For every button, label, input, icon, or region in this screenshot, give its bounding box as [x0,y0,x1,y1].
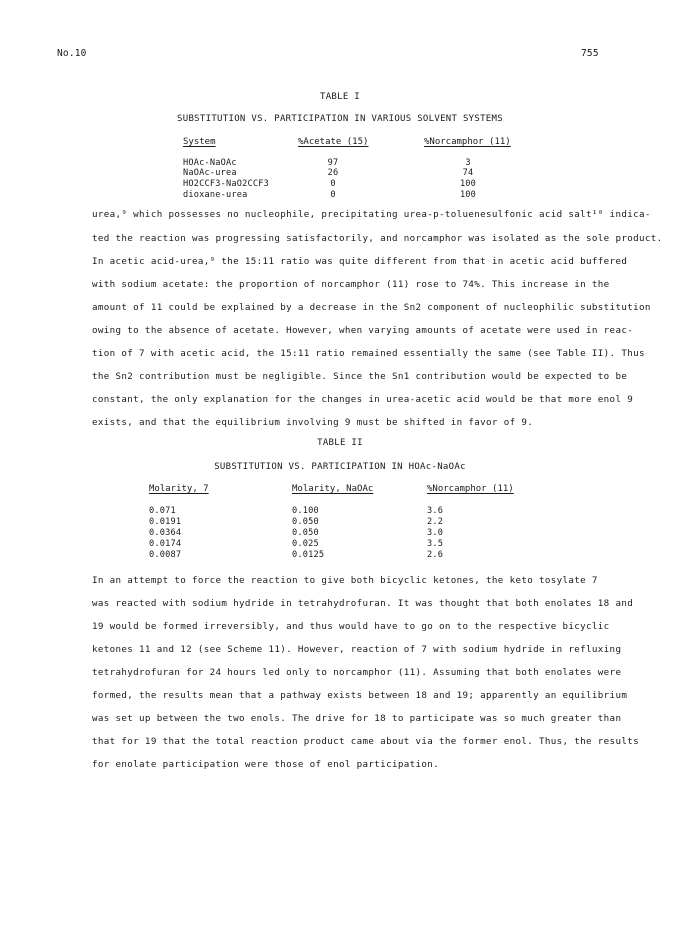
table1-cell-system: dioxane-urea [183,190,248,200]
table2-title: TABLE II [317,438,363,448]
text-line: that for 19 that the total reaction product came about via the former enol. Thus, the results [92,736,639,747]
table1-cell-acetate: 26 [327,168,339,178]
text-line: the Sn2 contribution must be negligible. Since the Sn1 contribution would be expected to be [92,371,628,382]
text-line: with sodium acetate: the proportion of norcamphor (11) rose to 74%. This increase in the [92,279,610,290]
table2-cell-molarity7: 0.0191 [149,517,182,527]
table2-cell-norcamphor: 3.5 [427,539,444,549]
text-line: ketones 11 and 12 (see Scheme 11). However, reaction of 7 with sodium hydride in refluxing [92,644,622,655]
table1-cell-system: HOAc-NaOAc [183,158,237,168]
text-line: In acetic acid-urea,⁹ the 15:11 ratio was quite different from that in acetic acid buffered [92,256,628,267]
table1-cell-norcamphor: 3 [465,158,471,168]
table2-cell-molarity7: 0.0087 [149,550,182,560]
table2-cell-norcamphor: 2.2 [427,517,444,527]
table1-cell-acetate: 0 [330,179,336,189]
journal-issue: No.10 [57,48,87,59]
table2-col-molarity7: Molarity, 7 [149,484,209,494]
text-line: constant, the only explanation for the changes in urea-acetic acid would be that more enol 9 [92,394,634,405]
text-line: formed, the results mean that a pathway exists between 18 and 19; apparently an equilibrium [92,690,628,701]
text-line: amount of 11 could be explained by a decrease in the Sn2 component of nucleophilic substitution [92,302,651,313]
table2-cell-norcamphor: 3.6 [427,506,444,516]
table1-cell-norcamphor: 100 [459,179,477,189]
text-line: was reacted with sodium hydride in tetrahydrofuran. It was thought that both enolates 18 and [92,598,634,609]
table2-cell-norcamphor: 2.6 [427,550,444,560]
table2-cell-molarity7: 0.0364 [149,528,182,538]
table2-cell-naoac: 0.100 [292,506,319,516]
table1-cell-system: HO2CCF3-NaO2CCF3 [183,179,269,189]
table1-col-norcamphor: %Norcamphor (11) [424,137,511,147]
table2-cell-naoac: 0.0125 [292,550,325,560]
table2-subtitle: SUBSTITUTION VS. PARTICIPATION IN HOAc-NaOAc [214,462,466,472]
table1-cell-acetate: 0 [330,190,336,200]
table1-cell-acetate: 97 [327,158,339,168]
table2-cell-naoac: 0.050 [292,528,319,538]
table1-cell-norcamphor: 74 [462,168,474,178]
table1-col-acetate: %Acetate (15) [298,137,369,147]
table1-cell-norcamphor: 100 [459,190,477,200]
text-line: for enolate participation were those of enol participation. [92,759,439,770]
table2-cell-norcamphor: 3.0 [427,528,444,538]
text-line: was set up between the two enols. The drive for 18 to participate was so much greater than [92,713,622,724]
table2-col-norcamphor: %Norcamphor (11) [427,484,514,494]
table2-cell-naoac: 0.025 [292,539,319,549]
table2-cell-molarity7: 0.0174 [149,539,182,549]
table1-cell-system: NaOAc-urea [183,168,237,178]
text-line: tetrahydrofuran for 24 hours led only to norcamphor (11). Assuming that both enolates were [92,667,622,678]
table2-cell-naoac: 0.050 [292,517,319,527]
page-number: 755 [581,48,599,59]
text-line: tion of 7 with acetic acid, the 15:11 ratio remained essentially the same (see Table II). Thus [92,348,645,359]
text-line: ted the reaction was progressing satisfactorily, and norcamphor was isolated as the sole product. [92,233,663,244]
table1-subtitle: SUBSTITUTION VS. PARTICIPATION IN VARIOUS SOLVENT SYSTEMS [177,114,503,124]
table2-col-molarity-naoac: Molarity, NaOAc [292,484,374,494]
table1-title: TABLE I [319,92,361,102]
text-line: urea,⁹ which possesses no nucleophile, precipitating urea-p-toluenesulfonic acid salt¹⁰ indica- [92,209,651,220]
table1-col-system: System [183,137,216,147]
text-line: owing to the absence of acetate. However, when varying amounts of acetate were used in reac- [92,325,634,336]
text-line: In an attempt to force the reaction to give both bicyclic ketones, the keto tosylate 7 [92,575,598,586]
text-line: 19 would be formed irreversibly, and thus would have to go on to the respective bicyclic [92,621,610,632]
text-line: exists, and that the equilibrium involving 9 must be shifted in favor of 9. [92,417,534,428]
table2-cell-molarity7: 0.071 [149,506,176,516]
